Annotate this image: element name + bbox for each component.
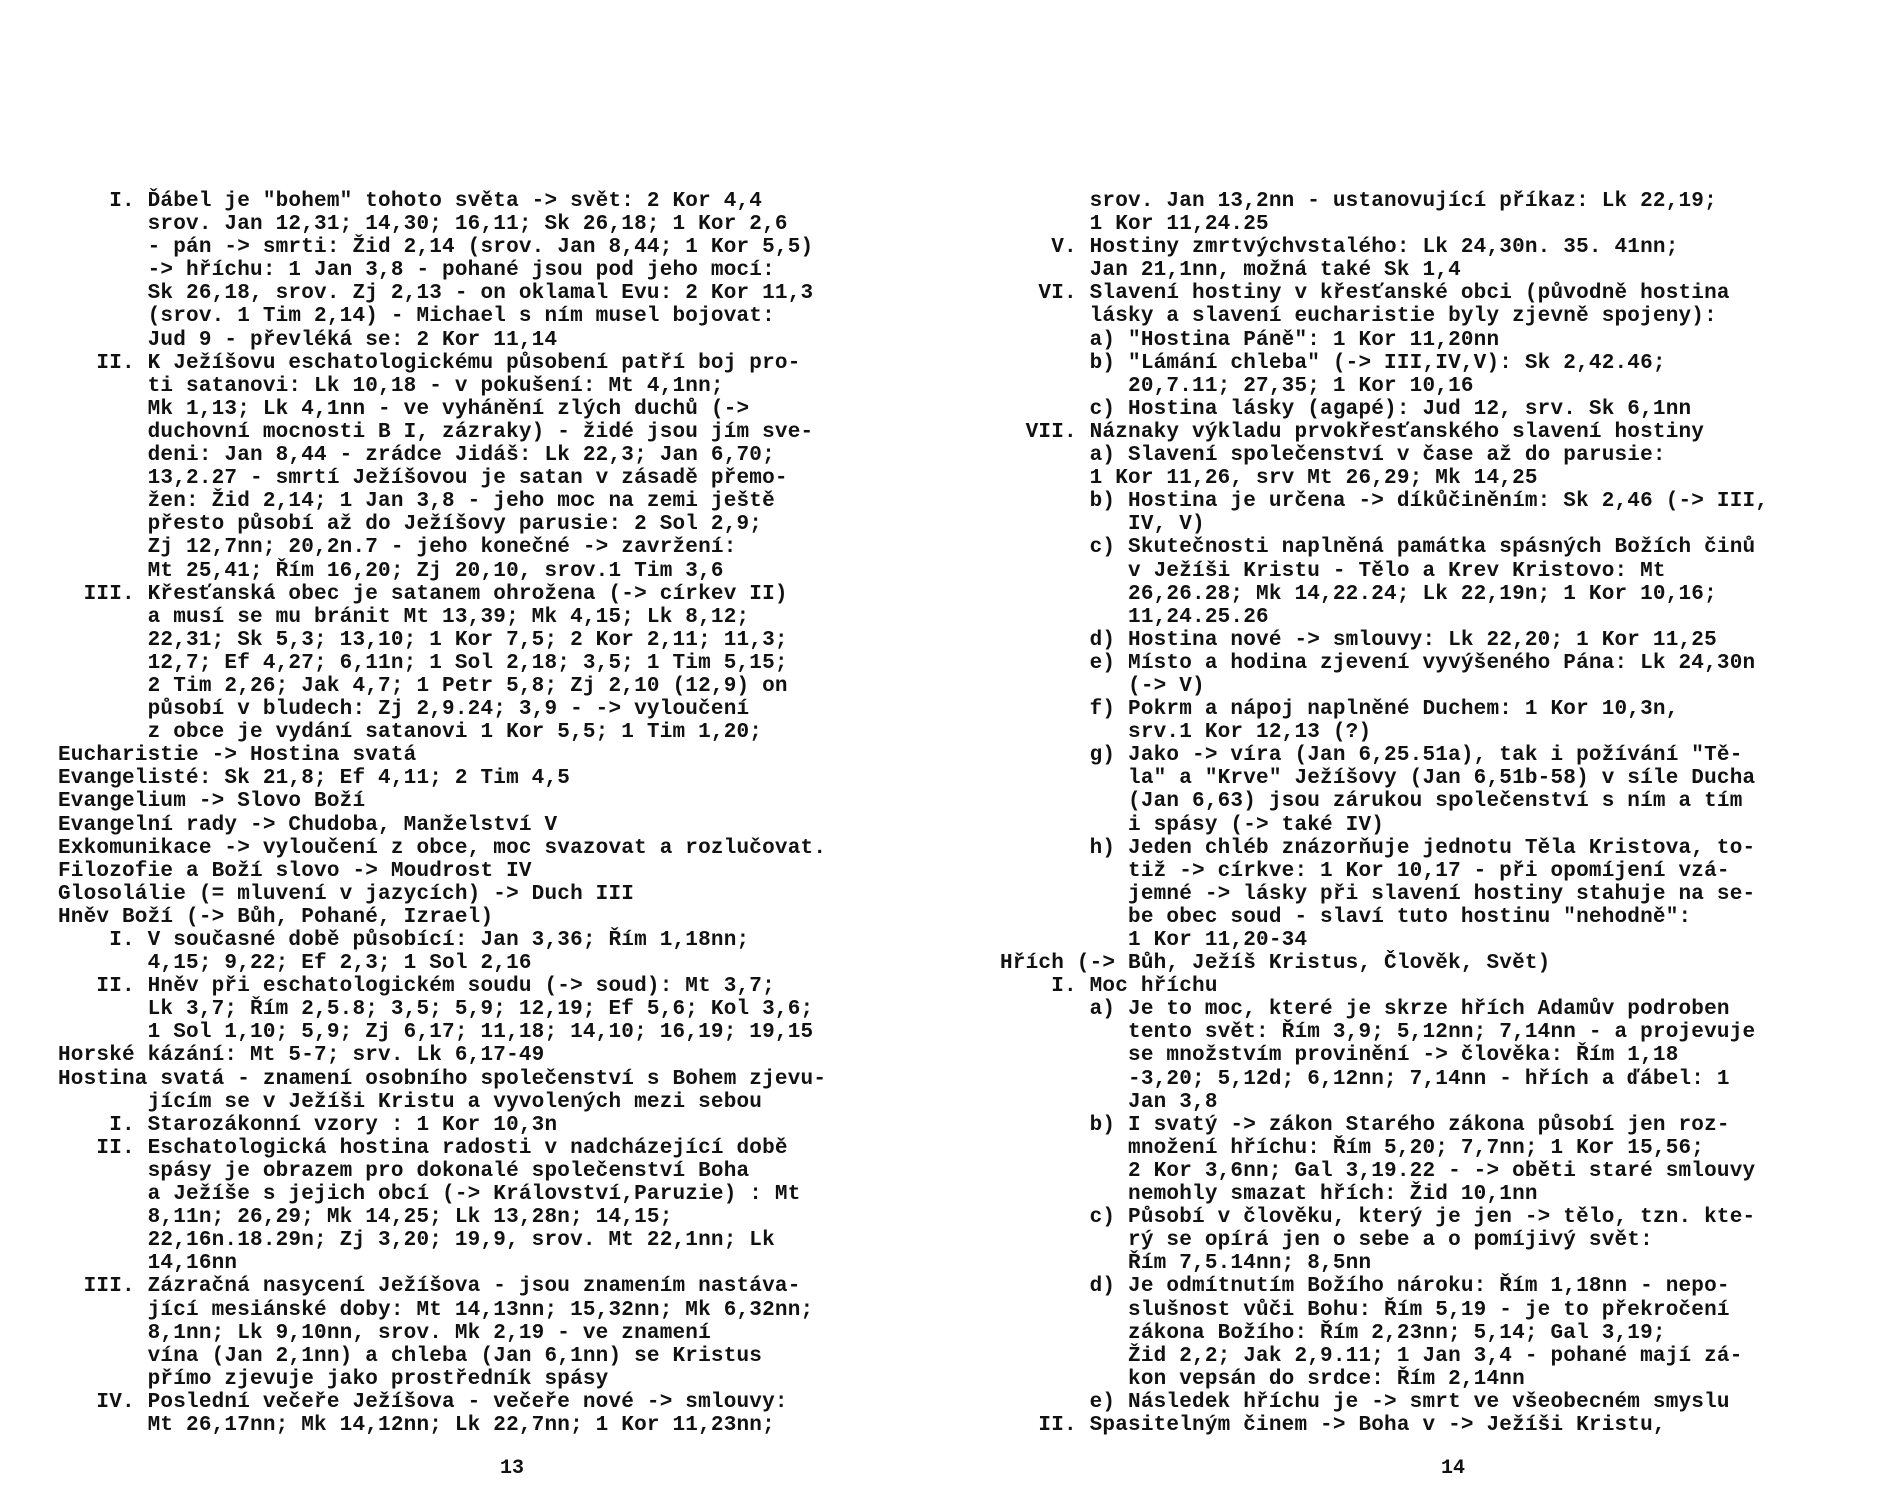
text-line: f) Pokrm a nápoj naplněné Duchem: 1 Kor 10,3n, — [1000, 698, 1679, 722]
text-line: jící mesiánské doby: Mt 14,13nn; 15,32nn; Mk 6,32nn; — [58, 1298, 814, 1322]
text-line: be obec soud - slaví tuto hostinu "nehodně": — [1000, 905, 1692, 929]
text-line: e) Následek hříchu je -> smrt ve všeobecném smyslu — [1000, 1390, 1730, 1414]
text-line: tento svět: Řím 3,9; 5,12nn; 7,14nn - a projevuje — [1000, 1021, 1756, 1045]
text-line: II. Eschatologická hostina radosti v nadcházející době — [58, 1136, 788, 1160]
text-line: II. Hněv při eschatologickém soudu (-> soud): Mt 3,7; — [58, 975, 775, 999]
text-line: 1 Kor 11,24.25 — [1000, 213, 1269, 237]
text-line: nemohly smazat hřích: Žid 10,1nn — [1000, 1183, 1538, 1207]
text-line: e) Místo a hodina zjevení vyvýšeného Pána: Lk 24,30n — [1000, 651, 1756, 675]
text-line: a Ježíše s jejich obcí (-> Království,Paruzie) : Mt — [58, 1183, 801, 1207]
text-line: Jud 9 - převléká se: 2 Kor 11,14 — [58, 328, 558, 352]
text-line: -> hříchu: 1 Jan 3,8 - pohané jsou pod jeho mocí: — [58, 259, 775, 283]
text-line: III. Zázračná nasycení Ježíšova - jsou znamením nastáva- — [58, 1275, 801, 1299]
text-line: spásy je obrazem pro dokonalé společenství Boha — [58, 1159, 750, 1183]
text-line: b) "Lámání chleba" (-> III,IV,V): Sk 2,42.46; — [1000, 351, 1666, 375]
text-line: 20,7.11; 27,35; 1 Kor 10,16 — [1000, 374, 1474, 398]
text-line: Hřích (-> Bůh, Ježíš Kristus, Člověk, Svět) — [1000, 952, 1551, 976]
text-line: i spásy (-> také IV) — [1000, 813, 1385, 837]
text-line: 22,16n.18.29n; Zj 3,20; 19,9, srov. Mt 22,1nn; Lk — [58, 1229, 775, 1253]
right-page-text — [1000, 190, 1860, 1437]
text-line: III. Křesťanská obec je satanem ohrožena (-> církev II) — [58, 582, 788, 606]
text-line: Eucharistie -> Hostina svatá — [58, 744, 417, 768]
text-line: Evangelium -> Slovo Boží — [58, 790, 366, 814]
text-line: Filozofie a Boží slovo -> Moudrost IV — [58, 859, 532, 883]
text-line: množení hříchu: Řím 5,20; 7,7nn; 1 Kor 15,56; — [1000, 1136, 1705, 1160]
text-line: Jan 3,8 — [1000, 1090, 1218, 1114]
text-line: a) "Hostina Páně": 1 Kor 11,20nn — [1000, 328, 1500, 352]
text-line: v Ježíši Kristu - Tělo a Krev Kristovo: Mt — [1000, 559, 1666, 583]
text-line: 1 Kor 11,26, srv Mt 26,29; Mk 14,25 — [1000, 467, 1538, 491]
text-line: Evangelní rady -> Chudoba, Manželství V — [58, 813, 558, 837]
text-line: jícím se v Ježíši Kristu a vyvolených mezi sebou — [58, 1090, 763, 1114]
text-line: a) Je to moc, které je skrze hřích Adamův podroben — [1000, 998, 1730, 1022]
text-line: 13,2.27 - smrtí Ježíšovou je satan v zásadě přemo- — [58, 467, 788, 491]
right-page-number: 14 — [1441, 1457, 1466, 1480]
text-line: rý se opírá jen o sebe a o pomíjivý svět: — [1000, 1229, 1653, 1253]
text-line: (srov. 1 Tim 2,14) - Michael s ním musel bojovat: — [58, 305, 775, 329]
text-line: b) I svatý -> zákon Starého zákona působí jen roz- — [1000, 1113, 1730, 1137]
text-line: c) Hostina lásky (agapé): Jud 12, srv. Sk 6,1nn — [1000, 397, 1692, 421]
text-line: 4,15; 9,22; Ef 2,3; 1 Sol 2,16 — [58, 952, 532, 976]
text-line: 12,7; Ef 4,27; 6,11n; 1 Sol 2,18; 3,5; 1 Tim 5,15; — [58, 651, 788, 675]
text-line: 1 Kor 11,20-34 — [1000, 929, 1308, 952]
text-line: - pán -> smrti: Žid 2,14 (srov. Jan 8,44; 1 Kor 5,5) — [58, 236, 814, 260]
text-line: 2 Tim 2,26; Jak 4,7; 1 Petr 5,8; Zj 2,10 (12,9) on — [58, 674, 788, 698]
text-line: Mt 25,41; Řím 16,20; Zj 20,10, srov.1 Tim 3,6 — [58, 559, 724, 583]
text-line: srv.1 Kor 12,13 (?) — [1000, 721, 1372, 745]
text-line: Řím 7,5.14nn; 8,5nn — [1000, 1252, 1372, 1276]
text-line: g) Jako -> víra (Jan 6,25.51a), tak i požívání "Tě- — [1000, 744, 1743, 768]
text-line: přímo zjevuje jako prostředník spásy — [58, 1367, 609, 1391]
text-line: zákona Božího: Řím 2,23nn; 5,14; Gal 3,19; — [1000, 1321, 1666, 1345]
text-line: tiž -> církve: 1 Kor 10,17 - při opomíjení vzá- — [1000, 859, 1730, 883]
text-line: srov. Jan 12,31; 14,30; 16,11; Sk 26,18; 1 Kor 2,6 — [58, 213, 788, 237]
text-line: 2 Kor 3,6nn; Gal 3,19.22 - -> oběti staré smlouvy — [1000, 1159, 1756, 1183]
text-line: I. Moc hříchu — [1000, 975, 1218, 999]
text-line: působí v bludech: Zj 2,9.24; 3,9 - -> vyloučení — [58, 698, 750, 722]
text-line: 1 Sol 1,10; 5,9; Zj 6,17; 11,18; 14,10; 16,19; 19,15 — [58, 1021, 814, 1045]
text-line: 26,26.28; Mk 14,22.24; Lk 22,19n; 1 Kor 10,16; — [1000, 582, 1717, 606]
text-line: Sk 26,18, srov. Zj 2,13 - on oklamal Evu: 2 Kor 11,3 — [58, 282, 814, 306]
text-line: Exkomunikace -> vyloučení z obce, moc svazovat a rozlučovat. — [58, 836, 827, 860]
text-line: (Jan 6,63) jsou zárukou společenství s ním a tím — [1000, 790, 1743, 814]
text-line: Hněv Boží (-> Bůh, Pohané, Izrael) — [58, 905, 494, 929]
text-line: Hostina svatá - znamení osobního společenství s Bohem zjevu- — [58, 1067, 827, 1091]
text-line: I. Ďábel je "bohem" tohoto světa -> svět: 2 Kor 4,4 — [58, 190, 763, 213]
text-line: la" a "Krve" Ježíšovy (Jan 6,51b-58) v síle Ducha — [1000, 767, 1756, 791]
text-line: Horské kázání: Mt 5-7; srv. Lk 6,17-49 — [58, 1044, 545, 1068]
text-line: I. V současné době působící: Jan 3,36; Řím 1,18nn; — [58, 929, 750, 952]
text-line: IV. Poslední večeře Ježíšova - večeře nové -> smlouvy: — [58, 1390, 788, 1414]
text-line: Jan 21,1nn, možná také Sk 1,4 — [1000, 259, 1461, 283]
text-line: Zj 12,7nn; 20,2n.7 - jeho konečné -> zavržení: — [58, 536, 737, 560]
text-line: V. Hostiny zmrtvýchvstalého: Lk 24,30n. 35. 41nn; — [1000, 236, 1679, 260]
text-line: z obce je vydání satanovi 1 Kor 5,5; 1 Tim 1,20; — [58, 721, 763, 745]
text-line: a musí se mu bránit Mt 13,39; Mk 4,15; Lk 8,12; — [58, 605, 750, 629]
text-line: -3,20; 5,12d; 6,12nn; 7,14nn - hřích a ďábel: 1 — [1000, 1067, 1730, 1091]
text-line: 22,31; Sk 5,3; 13,10; 1 Kor 7,5; 2 Kor 2,11; 11,3; — [58, 628, 788, 652]
text-line: jemné -> lásky při slavení hostiny stahuje na se- — [1000, 882, 1756, 906]
text-line: se množstvím provinění -> člověka: Řím 1,18 — [1000, 1044, 1679, 1068]
text-line: 11,24.25.26 — [1000, 605, 1269, 629]
text-line: duchovní mocnosti B I, zázraky) - židé jsou jím sve- — [58, 420, 814, 444]
text-line: II. K Ježíšovu eschatologickému působení patří boj pro- — [58, 351, 801, 375]
text-line: Mk 1,13; Lk 4,1nn - ve vyhánění zlých duchů (-> — [58, 397, 750, 421]
text-line: d) Hostina nové -> smlouvy: Lk 22,20; 1 Kor 11,25 — [1000, 628, 1717, 652]
text-line: a) Slavení společenství v čase až do parusie: — [1000, 444, 1666, 468]
text-line: I. Starozákonní vzory : 1 Kor 10,3n — [58, 1113, 558, 1137]
text-line: přesto působí až do Ježíšovy parusie: 2 Sol 2,9; — [58, 513, 763, 537]
text-line: b) Hostina je určena -> díkůčiněním: Sk 2,46 (-> III, — [1000, 490, 1769, 514]
text-line: Mt 26,17nn; Mk 14,12nn; Lk 22,7nn; 1 Kor 11,23nn; — [58, 1413, 775, 1437]
text-line: slušnost vůči Bohu: Řím 5,19 - je to překročení — [1000, 1298, 1730, 1322]
text-line: 8,1nn; Lk 9,10nn, srov. Mk 2,19 - ve znamení — [58, 1321, 711, 1345]
text-line: Lk 3,7; Řím 2,5.8; 3,5; 5,9; 12,19; Ef 5,6; Kol 3,6; — [58, 998, 814, 1022]
text-line: c) Skutečnosti naplněná památka spásných Božích činů — [1000, 536, 1756, 560]
text-line: VII. Náznaky výkladu prvokřesťanského slavení hostiny — [1000, 420, 1705, 444]
text-line: srov. Jan 13,2nn - ustanovující příkaz: Lk 22,19; — [1000, 190, 1717, 213]
text-line: VI. Slavení hostiny v křesťanské obci (původně hostina — [1000, 282, 1730, 306]
text-line: kon vepsán do srdce: Řím 2,14nn — [1000, 1367, 1525, 1391]
text-line: Evangelisté: Sk 21,8; Ef 4,11; 2 Tim 4,5 — [58, 767, 571, 791]
text-line: vína (Jan 2,1nn) a chleba (Jan 6,1nn) se Kristus — [58, 1344, 763, 1368]
text-line: Glosolálie (= mluvení v jazycích) -> Duch III — [58, 882, 635, 906]
text-line: 14,16nn — [58, 1252, 238, 1276]
text-line: deni: Jan 8,44 - zrádce Jidáš: Lk 22,3; Jan 6,70; — [58, 444, 775, 468]
text-line: h) Jeden chléb znázorňuje jednotu Těla Kristova, to- — [1000, 836, 1756, 860]
text-line: ti satanovi: Lk 10,18 - v pokušení: Mt 4,1nn; — [58, 374, 724, 398]
text-line: 8,11n; 26,29; Mk 14,25; Lk 13,28n; 14,15; — [58, 1206, 673, 1230]
text-line: c) Působí v člověku, který je jen -> tělo, tzn. kte- — [1000, 1206, 1756, 1230]
text-line: žen: Žid 2,14; 1 Jan 3,8 - jeho moc na zemi ještě — [58, 490, 775, 514]
text-line: II. Spasitelným činem -> Boha v -> Ježíši Kristu, — [1000, 1413, 1666, 1437]
text-line: d) Je odmítnutím Božího nároku: Řím 1,18nn - nepo- — [1000, 1275, 1730, 1299]
text-line: lásky a slavení eucharistie byly zjevně spojeny): — [1000, 305, 1717, 329]
text-line: Žid 2,2; Jak 2,9.11; 1 Jan 3,4 - pohané mají zá- — [1000, 1344, 1743, 1368]
text-line: IV, V) — [1000, 513, 1205, 537]
left-page-text — [58, 190, 918, 1437]
text-line: (-> V) — [1000, 674, 1205, 698]
left-page-number: 13 — [500, 1457, 525, 1480]
